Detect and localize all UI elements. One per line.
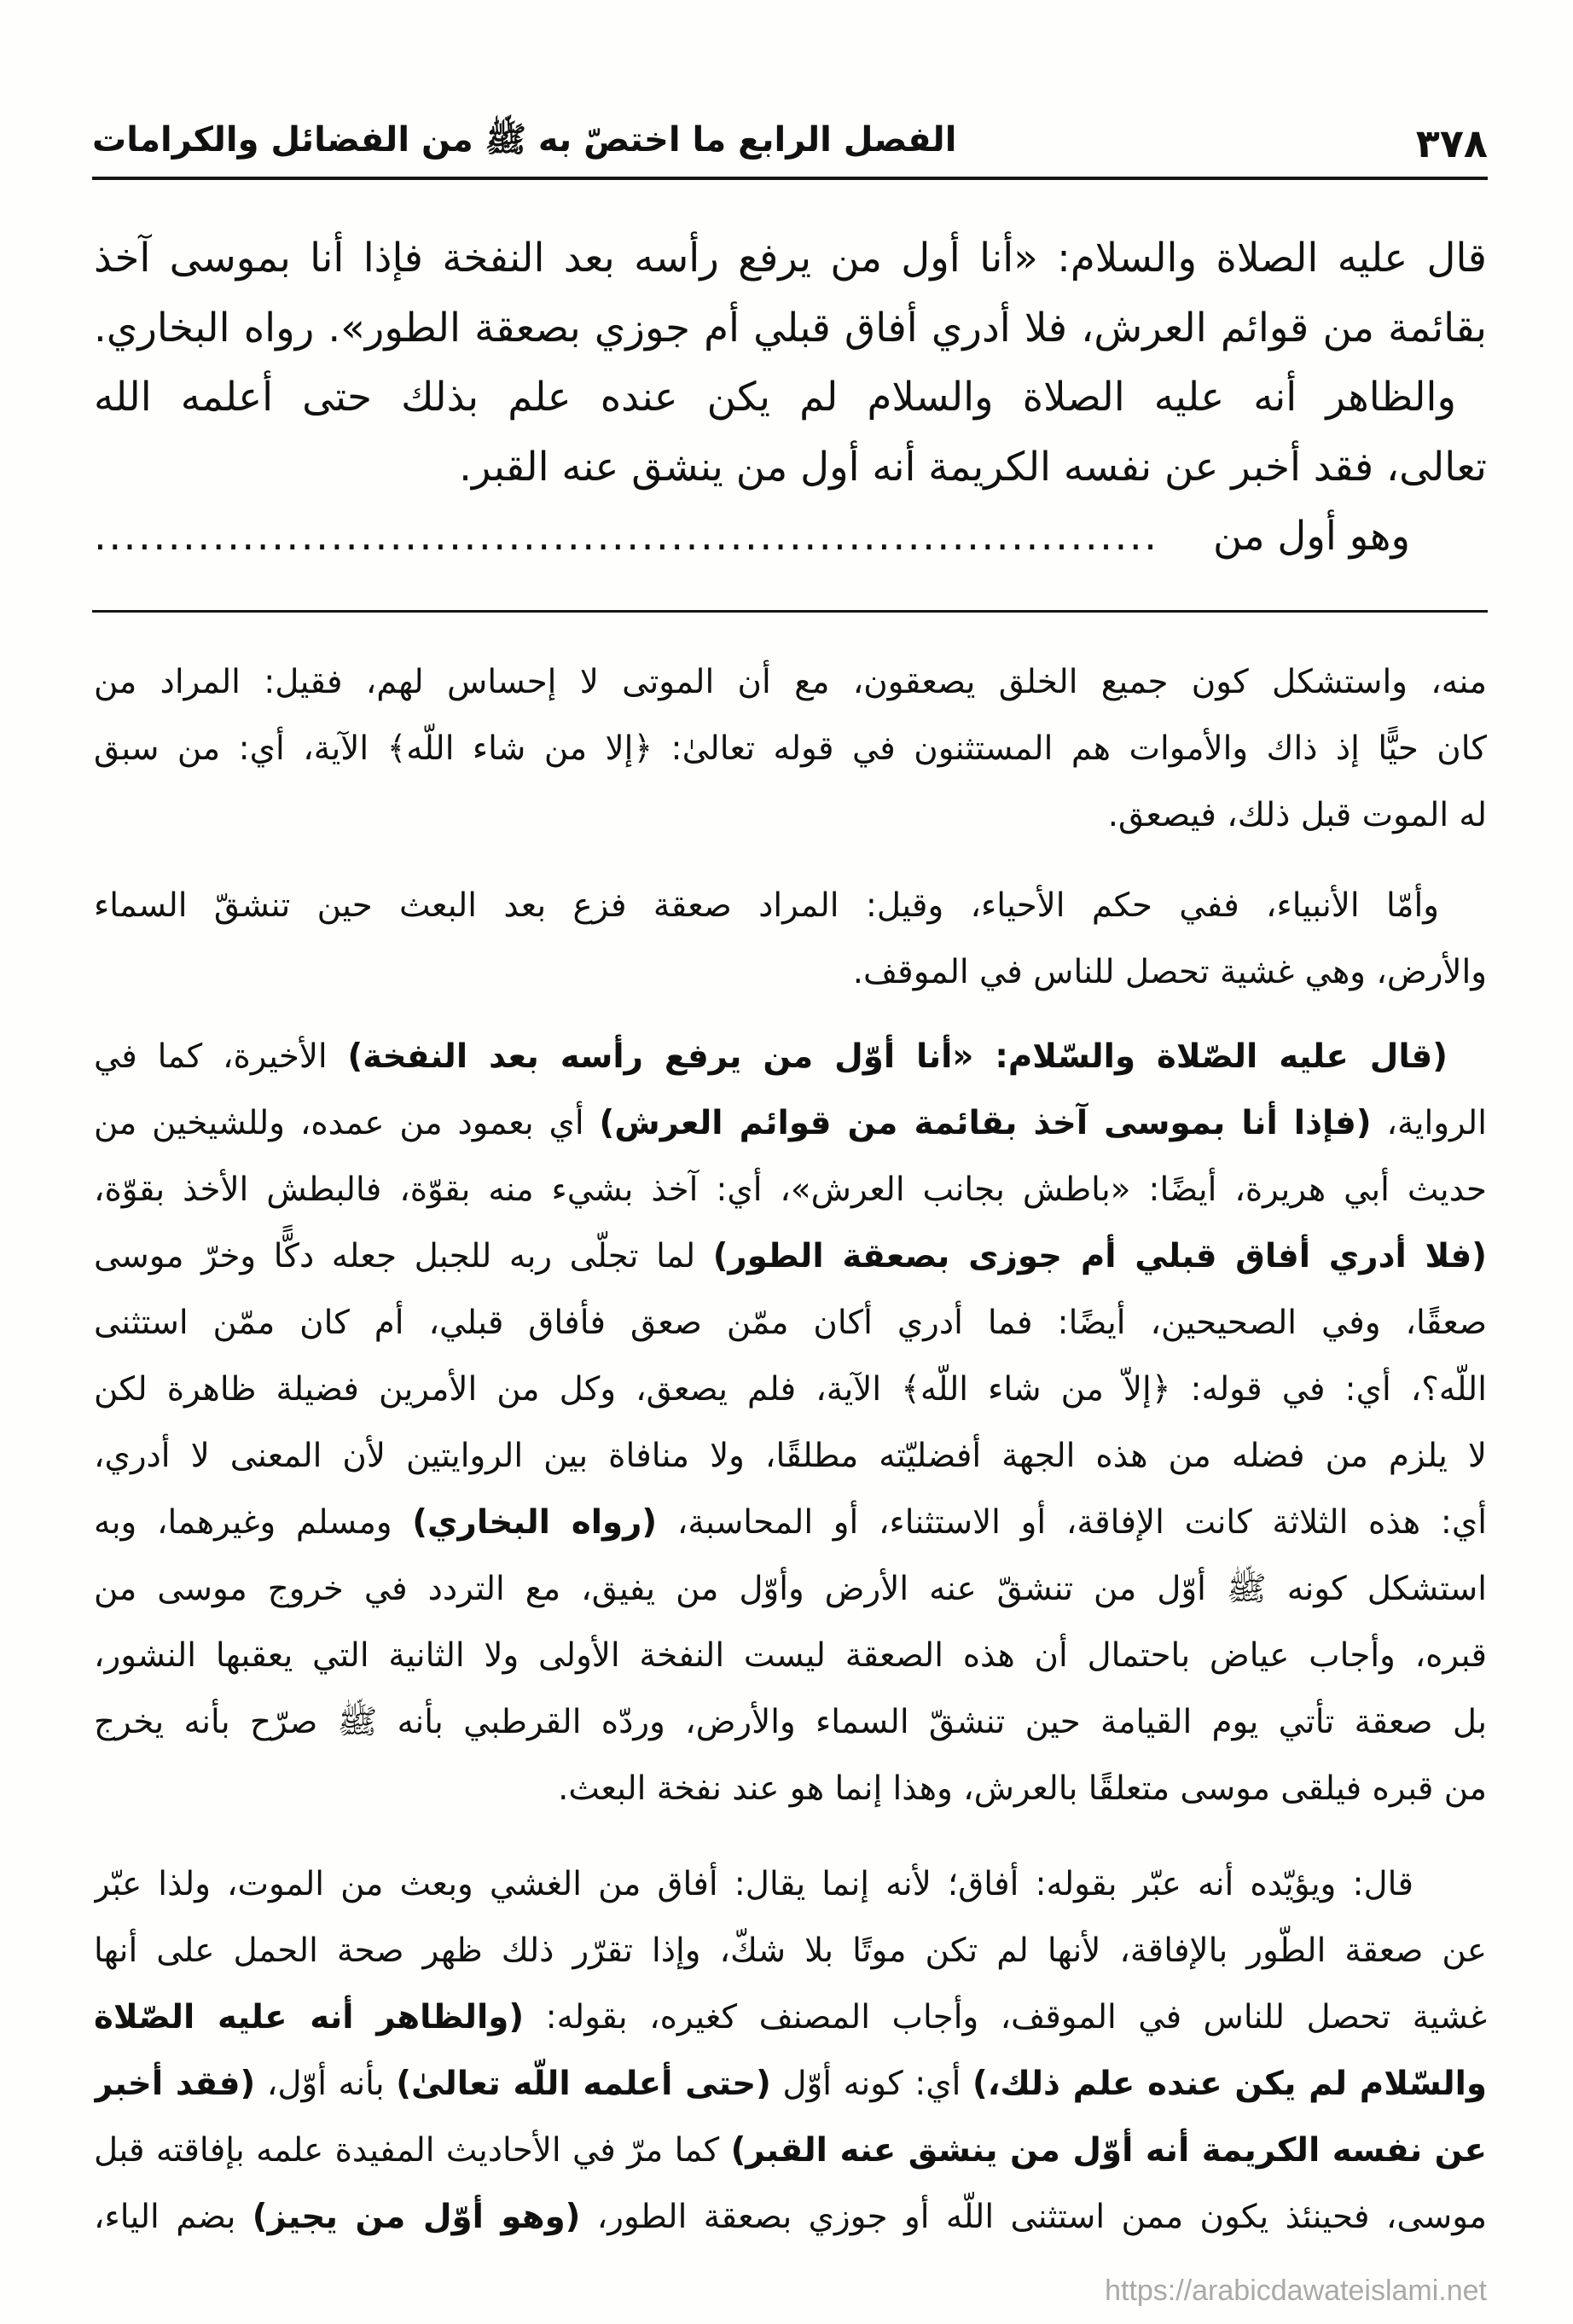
matn-line: والظاهر أنه عليه الصلاة والسلام لم يكن عنده علم بذلك حتى أعلمه الله: [94, 375, 1456, 421]
quoted-matn-text: والسّلام لم يكن عنده علم ذلك،): [972, 2065, 1487, 2103]
sharh-line: [94, 1556, 1487, 1623]
commentary-text: قال: ويؤيّده أنه عبّر بقوله: أفاق؛ لأنه إنما يقال: أفاق من الغشي وبعث من الموت، ولذا عبّر: [94, 1865, 1413, 1903]
matn-line: [94, 503, 1487, 572]
quoted-matn-text: (فلا أدري أفاق قبلي أم جوزى بصعقة الطور): [712, 1237, 1487, 1275]
commentary-text: الأخيرة، كما في: [94, 1037, 348, 1076]
commentary-text: والأرض، وهي غشية تحصل للناس في الموقف.: [852, 953, 1487, 991]
matn-line: قال عليه الصلاة والسلام: «أنا أول من يرفع رأسه بعد النفخة فإذا أنا بموسى آخذ: [94, 235, 1487, 282]
sharh-line: [94, 873, 1487, 939]
sharh-line: [94, 716, 1487, 782]
watermark-url: https://arabicdawateislami.net: [1105, 2275, 1487, 2307]
sharh-line: [94, 1984, 1487, 2051]
page-number: ٣٧٨: [1415, 120, 1488, 166]
commentary-text: أي بعمود من عمده، وللشيخين من: [94, 1104, 600, 1142]
sharh-line: [94, 1851, 1487, 1918]
quoted-matn-text: (رواه البخاري): [412, 1503, 658, 1542]
commentary-text: اللّه؟، أي: في قوله: ﴿إلاّ من شاء اللّه﴾ الآية، فلم يصعق، وكل من الأمرين فضيلة ظاهرة لكن: [94, 1370, 1487, 1409]
sharh-line: [94, 1490, 1487, 1556]
sharh-line: [94, 649, 1487, 716]
commentary-text: وأمّا الأنبياء، ففي حكم الأحياء، وقيل: المراد صعقة فزع بعد البعث حين تنشقّ السماء: [94, 886, 1439, 925]
sharh-line: [94, 1290, 1487, 1357]
commentary-text: كما مرّ في الأحاديث المفيدة علمه بإفاقته قبل: [94, 2131, 731, 2170]
sharh-paragraph: [94, 1851, 1487, 2251]
sharh-line: [94, 1423, 1487, 1490]
commentary-text: حديث أبي هريرة، أيضًا: «باطش بجانب العرش»، أي: آخذ بشيء منه بقوّة، فالبطش الأخذ بقوّة،: [94, 1171, 1487, 1209]
commentary-text: بل صعقة تأتي يوم القيامة حين تنشقّ السماء والأرض، وردّه القرطبي بأنه ﷺ صرّح بأنه يخرج: [94, 1703, 1487, 1741]
sharh-paragraph: [94, 649, 1487, 849]
dotted-leader: ........................................................................: [94, 514, 1159, 560]
matn-line: تعالى، فقد أخبر عن نفسه الكريمة أنه أول من ينشق عنه القبر.: [459, 444, 1487, 491]
sharh-line: [94, 1756, 1487, 1822]
commentary-text: استشكل كونه ﷺ أوّل من تنشقّ عنه الأرض وأوّل من يفيق، مع التردد في خروج موسى من: [94, 1570, 1487, 1608]
matn-continuation-text: وهو أول من: [1213, 514, 1410, 560]
sharh-line: [94, 939, 1487, 1006]
commentary-text: موسى، فحينئذ يكون ممن استثنى اللّه أو جوزي بصعقة الطور،: [580, 2198, 1487, 2236]
commentary-text: له الموت قبل ذلك، فيصعق.: [1107, 796, 1487, 834]
sharh-line: [94, 2051, 1487, 2118]
matn-paragraph: [94, 363, 1487, 503]
quoted-matn-text: (حتى أعلمه اللّه تعالىٰ): [396, 2065, 771, 2103]
commentary-text: ومسلم وغيرهما، وبه: [94, 1503, 413, 1542]
sharh-line: [94, 782, 1487, 849]
commentary-text: الرواية،: [1371, 1104, 1487, 1142]
commentary-text: صعقًا، وفي الصحيحين، أيضًا: فما أدري أكان ممّن صعق فأفاق قبلي، أم كان ممّن استثنى: [94, 1304, 1487, 1342]
sharh-line: [94, 1090, 1487, 1157]
quoted-matn-text: (والظاهر أنه عليه الصّلاة: [94, 1998, 525, 2036]
main-text-continuation: [94, 503, 1487, 572]
commentary-text: بأنه أوّل،: [255, 2065, 397, 2103]
main-text: [94, 224, 1487, 572]
commentary-text: من قبره فيلقى موسى متعلقًا بالعرش، وهذا إنما هو عند نفخة البعث.: [558, 1769, 1487, 1808]
matn-paragraph: [94, 224, 1487, 363]
commentary-text: بضم الياء،: [94, 2198, 252, 2236]
commentary-text: منه، واستشكل كون جميع الخلق يصعقون، مع أن الموتى لا إحساس لهم، فقيل: المراد من: [94, 663, 1487, 701]
quoted-matn-text: (قال عليه الصّلاة والسّلام: «أنا أوّل من يرفع رأسه بعد النفخة): [347, 1037, 1448, 1076]
sharh-line: [94, 1024, 1487, 1090]
chapter-title: الفصل الرابع ما اختصّ به ﷺ من الفضائل والكرامات: [92, 120, 957, 160]
commentary-text: أي: هذه الثلاثة كانت الإفاقة، أو الاستثناء، أو المحاسبة،: [657, 1503, 1487, 1542]
commentary-text: لا يلزم من فضله من هذه الجهة أفضليّته مطلقًا، ولا منافاة بين الروايتين لأن المعنى لا أدري،: [94, 1437, 1487, 1475]
commentary-text: غشية تحصل للناس في الموقف، وأجاب المصنف كغيره، بقوله:: [524, 1998, 1487, 2036]
section-divider: [92, 610, 1488, 613]
commentary-text: أي: كونه أوّل: [770, 2065, 972, 2103]
sharh-line: [94, 1357, 1487, 1423]
sharh-line: [94, 1918, 1487, 1984]
sharh-paragraph: [94, 873, 1487, 1006]
quoted-matn-text: (فقد أخبر: [94, 2065, 256, 2103]
sharh-paragraph: [94, 1024, 1487, 1822]
page-header: [92, 113, 1488, 174]
quoted-matn-text: (وهو أوّل من يجيز): [252, 2198, 581, 2236]
sharh-line: [94, 1689, 1487, 1756]
commentary: [94, 649, 1487, 2251]
sharh-line: [94, 2184, 1487, 2251]
sharh-line: [94, 1157, 1487, 1223]
commentary-text: قبره، وأجاب عياض باحتمال أن هذه الصعقة ليست النفخة الأولى ولا الثانية التي يعقبها النشور،: [94, 1636, 1487, 1675]
quoted-matn-text: عن نفسه الكريمة أنه أوّل من ينشق عنه القبر): [730, 2131, 1487, 2170]
quoted-matn-text: (فإذا أنا بموسى آخذ بقائمة من قوائم العرش): [599, 1104, 1372, 1142]
commentary-text: كان حيًّا إذ ذاك والأموات هم المستثنون في قوله تعالىٰ: ﴿إلا من شاء اللّه﴾ الآية، أي: من سبق: [94, 729, 1487, 768]
sharh-line: [94, 2118, 1487, 2184]
sharh-line: [94, 1223, 1487, 1290]
header-rule: [92, 177, 1488, 180]
sharh-line: [94, 1623, 1487, 1689]
commentary-text: عن صعقة الطّور بالإفاقة، لأنها لم تكن موتًا بلا شكّ، وإذا تقرّر ذلك ظهر صحة الحمل على أنها: [94, 1932, 1487, 1970]
matn-line: بقائمة من قوائم العرش، فلا أدري أفاق قبلي أم جوزي بصعقة الطور». رواه البخاري.: [94, 305, 1487, 352]
commentary-text: لما تجلّى ربه للجبل جعله دكًّا وخرّ موسى: [94, 1237, 713, 1275]
